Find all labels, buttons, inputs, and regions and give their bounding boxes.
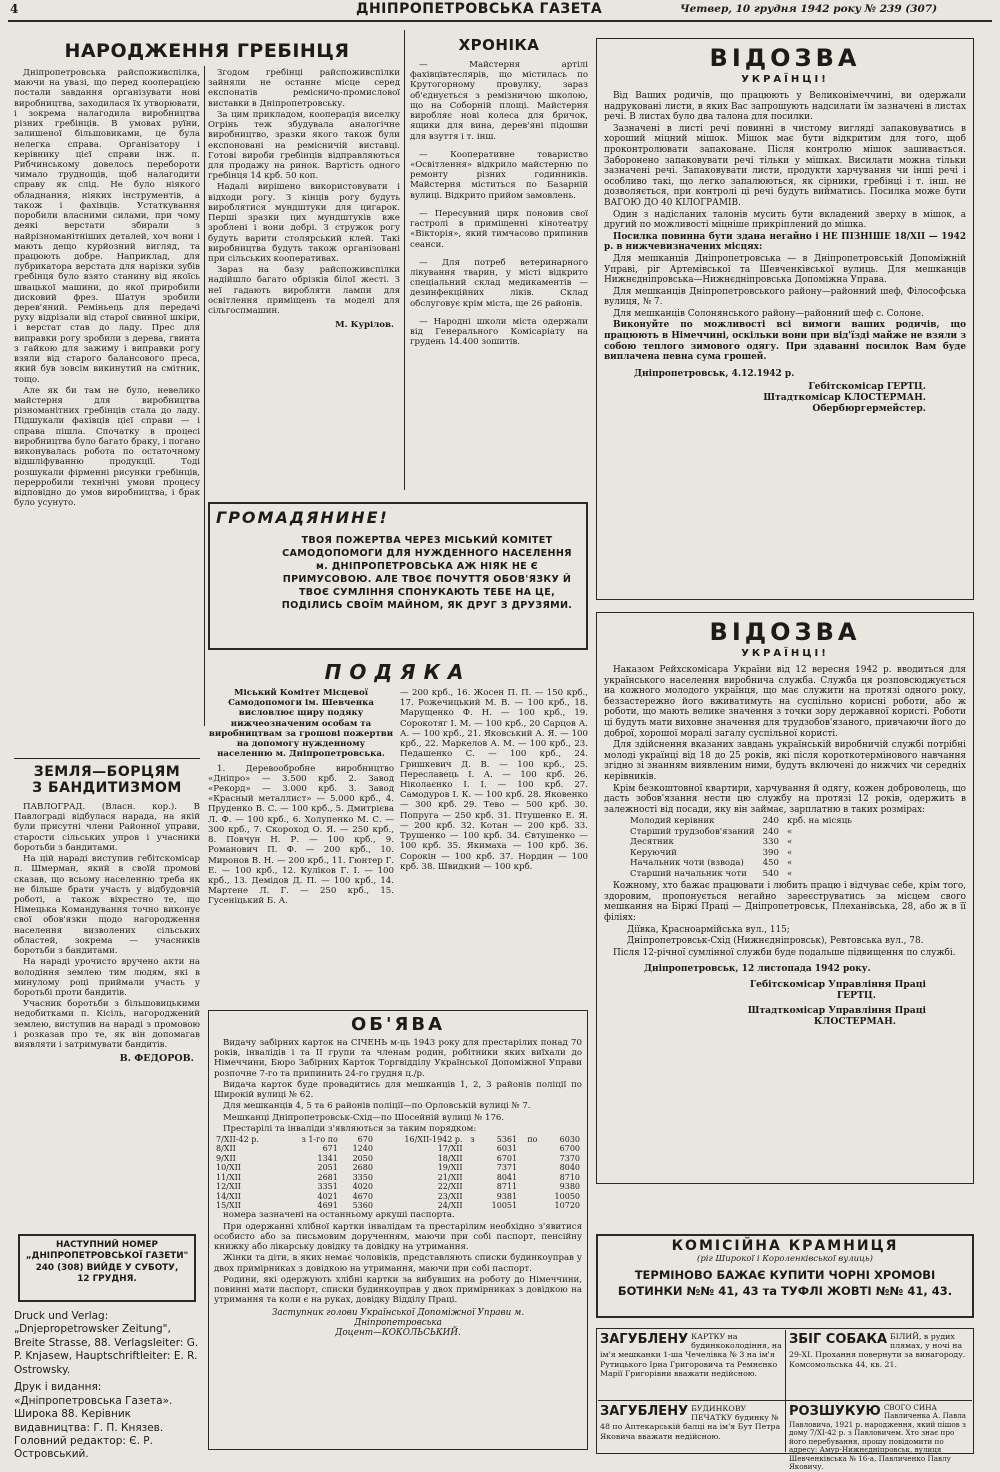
notice-signature: Заступник голови Української Допоміжної Управи м. Дніпропетровська (271, 1308, 525, 1329)
schedule-cell: 6031 (496, 1144, 518, 1154)
shop-ad (600, 1238, 970, 1316)
schedule-cell: 4691 (317, 1201, 338, 1211)
paragraph: Зараз на базу райспоживспілки надійшло багато обрізків білої жесті. З неї гадають виробляти лампи для освітлення приміщень та моделі для сільгоспмашин. (208, 265, 400, 317)
schedule-cell (465, 1192, 477, 1201)
paragraph: Виконуйте по можливості всі вимоги ваших родичів, що працюють в Німеччині, оскільки вони при від'їзді майже не взяли з собою теплого зимового одягу. При здаванні посилок Вам буде виплачена певна сума грошей. (604, 320, 966, 363)
schedule-cell: 10050 (554, 1191, 580, 1201)
paragraph: Згодом гребінці райспоживспілки зайняли не останнє місце серед експонатів ремісничо-промислової виставки в Дніпропетровську. (208, 68, 400, 109)
salary-cell: 240 (762, 826, 779, 837)
thanks-section (208, 660, 588, 1005)
ad-text: КАРТКУ на будинкоколодіння, на ім'я мешканки 1-ша Чечелівка № 3 на ім'я Рутицького Іриа Григоровича та Ремнєнко Марії Григорівни вважати недійсною. (600, 1332, 782, 1378)
paragraph: Дніпропетровська райспоживспілка, маючи на увазі, що перед кооперацією постали завдання організувати нові виробництва, заходилася їх утворювати, і зокрема налагодила виробництва різних гребінців. В умовах руїни, залишеної більшовиками, це була нелегка справа. Організатору і керівнику цієї справи інж. п. Рибчинському довелось перебороти чимало труднощів, щоб налагодити справу як слід. Не було ніякого обладнання, ніяких інструментів, а також і фахівців. Устаткування поробили власними силами, при чому деякі верстати збирали з найрізноманітніших деталей, хоч вони і мають дещо курйозний вигляд, та працюють добре. Наприклад, для лубрикатора верстата для нарізки зубів гребінця було взято станину від якоїсь швацької машини, до якої приробили дисковий фрез. Шатун зробили дерев'яний. Реміньець для передачі руху відрізали від старої свинної шкіри, і верстат став до ладу. Прес для виправки рогу зробили з дерева, гвинта з гайкою для зажиму і виправки рогу взяли від старого балансового преса, який був зовсім викинутий на смітник, тощо. (14, 68, 200, 385)
land-title: З БАНДИТИЗМОМ (32, 780, 182, 796)
schedule-cell (465, 1154, 477, 1163)
schedule-cell: 7/XII-42 р. (216, 1134, 259, 1144)
issue-date: Четвер, 10 грудня 1942 року № 239 (307) (680, 3, 938, 15)
shop-text: ТЕРМІНОВО БАЖАЄ КУПИТИ ЧОРНІ ХРОМОВІ (634, 1268, 936, 1282)
schedule-cell (519, 1192, 539, 1201)
article-birth-col2 (208, 68, 400, 498)
appeal-title: ВІДОЗВА (709, 618, 861, 646)
schedule-row (214, 1192, 582, 1201)
paragraph: номера зазначені на останньому аркуші паспорта. (223, 1210, 455, 1221)
schedule-row (214, 1182, 582, 1191)
salary-row (626, 816, 856, 826)
citizen-title: ГРОМАДЯНИНЕ! (216, 508, 389, 527)
schedule-cell: 16/XII-1942 р. (404, 1134, 463, 1144)
page-number: 4 (10, 2, 19, 16)
schedule-row (214, 1154, 582, 1163)
salary-cell: « (786, 868, 793, 879)
appeal-subtitle: УКРАЇНЦІ! (741, 648, 829, 659)
schedule-cell: 670 (357, 1134, 373, 1144)
salary-row (626, 848, 856, 858)
next-issue-line: „ДНІПРОПЕТРОВСЬКОЇ ГАЗЕТИ" (25, 1251, 189, 1262)
salary-cell: « (786, 837, 793, 848)
salary-row (626, 837, 856, 847)
paragraph: При одержанні хлібної картки інвалідам та престарілим необхідно з'явитися особисто або за письмовим дорученням, маючи при собі паспорт, пенсійну книжку або лікарську довідку та довідку на утримання. (214, 1221, 582, 1253)
masthead (0, 0, 1000, 20)
schedule-cell: з (470, 1134, 475, 1144)
land-title: ЗЕМЛЯ—БОРЦЯМ (33, 764, 181, 780)
ad-lost-card (600, 1332, 782, 1398)
section-rule (14, 758, 200, 759)
notice-section (214, 1014, 582, 1448)
schedule-cell: 8710 (559, 1172, 580, 1182)
schedule-cell (519, 1201, 539, 1210)
paragraph: Жінки та діти, в яких немає чоловіків, представляють списки будинкоуправ у двох примірниках з довідкою на утримання, маючи при собі паспорт. (214, 1253, 582, 1274)
next-issue-line: НАСТУПНИЙ НОМЕР (56, 1240, 158, 1250)
schedule-cell: 1341 (317, 1153, 338, 1163)
schedule-cell: 671 (322, 1144, 338, 1154)
paragraph: За цим прикладом, кооперація виселку Огрінь теж збудувала аналогічне виробництво, зразки якого також були експоновані на ремісничій виставці. Готові вироби гребінців відправляються для продажу на ринок. Вартість одного гребінця 14 крб. 50 коп. (208, 109, 400, 182)
imprint-ua: Друк і видання: «Дніпропетровська Газета». Широка 88. Керівник видавництва: Г. П. Князев. Головний редактор: Є. Р. Островський. (14, 1381, 173, 1461)
chronicle-item: — Майстерня артілі фахівцівтеслярів, що містилась по Крутогорному провулку, зараз об'єднується з ремізничою школою, що на Соборній площі. Майстерня виробляє нові колеса для бричок, ящики для вина, дерев'яні підошви для взуття і т. інш. (410, 60, 588, 142)
citizen-appeal (216, 508, 582, 648)
schedule-cell: 9/XII (216, 1153, 236, 1163)
schedule-cell: 3351 (317, 1182, 338, 1192)
schedule-cell: 10720 (554, 1201, 580, 1211)
author-signature: В. ФЕДОРОВ. (119, 1053, 194, 1065)
paragraph: На нараді урочисто вручено акти на володіння землею тим людям, які в минулому році приймали участь у боротьбі проти бандитів. (14, 957, 200, 998)
schedule-cell: по (527, 1134, 538, 1144)
shop-title: КОМІСІЙНА КРАМНИЦЯ (671, 1238, 899, 1254)
citizen-text: ТВОЯ ПОЖЕРТВА ЧЕРЕЗ МІСЬКИЙ КОМІТЕТ САМОДОПОМОГИ ДЛЯ НУЖДЕННОГО НАСЕЛЕННЯ м. ДНІПРОПЕТРОВСЬКА АЖ НІЯК НЕ Є ПРИМУСОВОЮ. АЛЕ ТВОЄ ПОЧУТТЯ ОБОВ'ЯЗКУ Й ТВОЄ СУМЛІННЯ СПОНУКАЮТЬ ТЕБЕ НА ЦЕ, ПОДІЛИСЬ СВОЇМ МАЙНОМ, ЯК ДРУГ З ДРУЗЯМИ. (281, 535, 573, 611)
schedule-row (214, 1201, 582, 1210)
appeal-subtitle: УКРАЇНЦІ! (741, 74, 829, 85)
thanks-title: ПОДЯКА (324, 660, 472, 684)
salary-cell: Начальник чоти (взвода) (630, 858, 744, 869)
schedule-cell: 22/XII (437, 1182, 463, 1192)
paragraph: Від Ваших родичів, що працюють у Великонімеччині, ви одержали надруковані листи, в яких Вас запрошують надсилати їм зазначені в листах речі. В листах було два талона для посилки. (604, 91, 966, 123)
ads-rule (598, 1400, 972, 1401)
signature: Штадткомісар КЛОСТЕРМАН. (763, 391, 926, 403)
schedule-cell: 3350 (352, 1172, 373, 1182)
paragraph: Після 12-річної сумлінної служби буде подальше підвищення по службі. (613, 947, 956, 958)
chronicle-item: — Для потреб ветеринарного лікування тварин, у місті відкрито спеціальний склад медикаментів — дезинфекційних ліків. Склад обслуговує крім міста, ще 26 районів. (410, 257, 588, 309)
paragraph: Крім безкоштовної квартири, харчування й одягу, кожен доброволець, що дасть зобов'язання нести цю службу на протязі 12 років, одержить в залежності від посади, яку він займає, зарплатню в таких розмірах: (604, 783, 966, 815)
salary-table (626, 816, 856, 879)
schedule-cell: 23/XII (437, 1191, 463, 1201)
schedule-cell: 2050 (352, 1153, 373, 1163)
schedule-cell: 8711 (496, 1182, 518, 1192)
branch-address: Дніпропетровськ-Схід (Нижнєдніпровськ), Ревтовська вул., 78. (627, 936, 924, 947)
schedule-cell: 9381 (496, 1191, 518, 1201)
paragraph: Наказом Рейхскомісара України від 12 вересня 1942 р. вводиться для українського населення виробнича служба. Служба ця розповсюджується на кожного молодого українця, що має служити на протязі одного року, беззастережно його вживатимуть на суспільно корисні роботи, або ж роботи, що мають велике значення з точки зору державної користі. Роботи ці будуть мати виховне значення для трудзобов'язаного, привчаючи його до доброї, хорошої моралі загалу суспільної користі. (604, 665, 966, 739)
paragraph: Зазначені в листі речі повинні в чистому вигляді запаковуватись в хороший міцний мішок. Мішок має бути відкритим для того, щоб проконтролювати запаковане. Після контролю мішок зашивається. Заборонено запаковувати речі тільки у мішках. Висилати можна тільки зазначені речі. Запаковувати листи, продукти харчування чи інші речі і особливо такі, що легко запалюються, як сірники, гребінці і т. інш. не дозволяється, при контролі ці речі будуть вийматись. Посилка може бути ВАГОЮ ДО 40 КІЛОГРАМІВ. (604, 123, 966, 208)
salary-cell: Керуючий (630, 847, 677, 858)
schedule-cell (519, 1182, 539, 1191)
salary-row (626, 869, 856, 879)
next-issue-line: 12 ГРУДНЯ. (77, 1274, 137, 1285)
chronicle-item: — Кооперативне товариство «Освітлення» відкрило майстерню по ремонту різних годинників. Майстерня міститься по Базарній вулиці. Відкрито прийом замовлень. (410, 149, 588, 201)
paragraph: Кожному, хто бажає працювати і любить працю і відчуває себе, крім того, здоровим, пропонується негайно зареєструватись за місцем свого мешкання на Біржі Праці — Дніпропетровськ, Плеханівська, 28, або ж в її філіях: (604, 881, 966, 923)
schedule-cell: 6701 (496, 1153, 518, 1163)
author-signature: М. Курілов. (335, 320, 394, 331)
paragraph: Для мешканців Солонянського району—районний шеф с. Солоне. (613, 308, 924, 319)
salary-cell: « (786, 826, 793, 837)
schedule-cell: 1240 (352, 1144, 373, 1154)
thanks-list: 1. Деревообробне виробництво «Дніпро» — 3.500 крб. 2. Завод «Рекорд» — 3.000 крб. 3. Завод «Красный металлист» — 5.000 крб., 4. Пруденко В. С. — 100 крб., 5. Дмитрієва Л. Ф. — 100 крб., 6. Холупенко М. С. — 300 крб., 7. Скороход О. Я. — 250 крб., 8. Повчун Н. Р. — 100 крб., 9. Романович П. Ф. — 200 крб., 10. Миронов В. Н. — 200 крб., 11. Гюнтер Г. Е. — 100 крб., 12. Куліков Г. І. — 100 крб., 13. Демідов Д. П. — 100 крб., 14. Мартене Л. Г. — 250 крб., 15. Гусеніцький Б. А. (208, 763, 394, 907)
newspaper-title: ДНІПРОПЕТРОВСЬКА ГАЗЕТА (356, 1, 603, 17)
schedule-cell: 6030 (559, 1134, 580, 1144)
paragraph: Посилка повинна бути здана негайно і НЕ ПІЗНІШЕ 18/XII — 1942 р. в нижчевизначених місцях: (604, 231, 966, 253)
schedule-cell: 8/XII (216, 1144, 236, 1154)
schedule-cell: 17/XII (437, 1144, 463, 1154)
land-section (14, 764, 200, 1232)
schedule-cell: 24/XII (437, 1201, 463, 1211)
schedule-cell: 14/XII (216, 1191, 241, 1201)
schedule-cell: 11/XII (216, 1172, 241, 1182)
salary-row (626, 827, 856, 837)
schedule-cell: 2681 (317, 1172, 338, 1182)
ad-search-son (789, 1403, 971, 1472)
schedule-cell: 12/XII (216, 1182, 241, 1192)
article-birth-title (12, 40, 402, 64)
schedule-cell (465, 1201, 477, 1210)
paragraph: Для мешканців 4, 5 та 6 районів поліції—по Орловській вулиці № 7. (223, 1101, 531, 1112)
imprint-de: Druck und Verlag: „Dnjepropetrowsker Zeitung", Breite Strasse, 88. Verlagsleiter: G. P. Knjasew, Hauptschriftleiter: E. R. Ostrowsky. (14, 1310, 199, 1376)
appeal-title: ВІДОЗВА (709, 44, 861, 72)
schedule-row (214, 1144, 582, 1153)
salary-cell: Старший начальник чоти (630, 868, 747, 879)
paragraph: Учасник боротьби з більшовицькими недобитками п. Кісіль, нагороджений землею, виступив на нараді з промовою і розказав про те, як він допомагав виявляти і затримувати бандитів. (14, 999, 200, 1051)
schedule-cell (519, 1173, 539, 1182)
paragraph: Для мешканців Дніпропетровська — в Дніпропетровській Допоміжній Управі, ріг Артемівської та Шевченківської вулиць. Для мешканців Нижнєдніпровська—Нижнєдніпровська Допоміжна Управа. (604, 253, 966, 286)
ad-headline: ЗАГУБЛЕНУ (600, 1332, 689, 1347)
schedule-cell (465, 1144, 477, 1153)
ad-headline: РОЗШУКУЮ (789, 1404, 881, 1419)
appeal-1 (604, 44, 966, 596)
paragraph: Видачу забірних карток на СІЧЕНЬ м-ць 1943 року для престарілих понад 70 років, інвалідів і та II групи та членам родин, робітники яких виїхали до Німеччини, Бюро Забірних Карток Торгвідділу Української Допоміжної Управи розпочне 7-го та припинить 24-го грудня ц./р. (214, 1038, 582, 1079)
schedule-cell: 10/XII (216, 1163, 241, 1173)
salary-cell: 450 (762, 858, 779, 869)
schedule-cell: 15/XII (216, 1201, 241, 1211)
paragraph: Престарілі та інваліди з'являються за таким порядком: (223, 1123, 477, 1134)
shop-text: БОТИНКИ №№ 41, 43 та ТУФЛІ ЖОВТІ №№ 41, 43. (617, 1283, 953, 1298)
paragraph: Але як би там не було, невелико майстерня для виробництва різноманітних гребінців стала до ладу. Підшукали фахівців цієї справи — і справа пішла. Спочатку в процесі виробництва було багато браку, і погано виконувалась робота по остаточному відшліфуванню продукції. Тоді розшукали фірменні рисунки гребінців, перерробили технічні умови процесу відповідно до умов виробництва, і брак було усунуто. (14, 385, 200, 509)
ad-lost-seal (600, 1404, 782, 1452)
signature: Гебітскомісар ГЕРТЦ. (808, 380, 926, 392)
ad-text: БУДИНКОВУ ПЕЧАТКУ будинку № 48 по Аптекарській балці на ім'я Бут Петра Яковича вважати недійсною. (600, 1404, 781, 1441)
schedule-cell: 10051 (491, 1201, 518, 1211)
signature: КЛОСТЕРМАН. (813, 1016, 896, 1028)
signature: Обербюргермейстер. (812, 402, 926, 414)
column-rule (204, 66, 205, 726)
schedule-cell: 5360 (352, 1201, 373, 1211)
signature: Штадткомісар Управління Праці (747, 1005, 926, 1017)
schedule-cell: 4020 (352, 1182, 373, 1192)
paragraph: Видача карток буде провадитись для мешканців 1, 2, 3 районів поліції по Широкій вулиці № 62. (214, 1079, 582, 1101)
ad-text: БІЛИЙ, в рудих плямах, у ночі на 29-XI. Прохання повернути за винагороду. Комсомольська 44, кв. 21. (789, 1332, 966, 1369)
schedule-cell: 2051 (317, 1163, 338, 1173)
schedule-table (214, 1135, 582, 1211)
column-rule (404, 30, 405, 490)
imprint (14, 1310, 200, 1461)
schedule-cell: 9380 (559, 1182, 580, 1192)
paragraph: ПАВЛОГРАД. (Власн. кор.). В Павлограді відбулася нарада, на якій були присутні члени Районної управи, старости сільських упров і учасники боротьби з бандитами. (14, 802, 200, 853)
salary-cell: 390 (762, 847, 779, 858)
schedule-cell: 7370 (559, 1153, 580, 1163)
chronicle-title: ХРОНІКА (458, 36, 540, 54)
appeal-date: Дніпропетровськ, 4.12.1942 р. (634, 368, 795, 379)
notice-title: ОБ'ЯВА (350, 1014, 446, 1035)
chronicle-item: — Народні школи міста одержали від Генерального Комісаріату на грудень 14.400 зошитів. (410, 316, 588, 348)
paragraph: Для здійснення вказаних завдань українській виробничій службі потрібні молоді українці від 18 до 25 років, які після короткотермінового навчання згідно зі знанням виявленим ними, будуть включені до нижчих чи середніх керівників. (604, 740, 966, 782)
paragraph: На цій нараді виступив гебітскомісар п. Шмерман, який в своїй промові сказав, що всьому населенню треба як не більше брати участь у відбудовчій роботі, а також віхрестно те, що Німецька Командування точно виконує свої обов'язки щодо нагородження населення визволених сільських областей, зокрема — учасників боротьби з бандитами. (14, 854, 200, 957)
article-title: НАРОДЖЕННЯ ГРЕБІНЦЯ (64, 40, 350, 62)
schedule-cell (519, 1154, 539, 1163)
salary-row (626, 858, 856, 868)
chronicle-section (410, 36, 588, 496)
ad-text: СВОГО СИНА Павличенка А. Павла Павловича, 1921 р. народження, який пішов з дому 7/XI-42 р. з Павловичем. Хто знає про його перебування, прошу повідомити по адресу: Амур-Нижнєдніпровськ, вулиця Шевченківська № 16-а, Павличенко Павлу Яковичу. (789, 1403, 967, 1472)
schedule-cell: 21/XII (437, 1172, 463, 1182)
schedule-cell: 8041 (496, 1172, 518, 1182)
signature: ГЕРТЦ. (836, 990, 876, 1002)
ad-headline: ЗБІГ СОБАКА (789, 1332, 888, 1347)
schedule-cell: 8040 (559, 1163, 580, 1173)
schedule-cell: 19/XII (437, 1163, 463, 1173)
paragraph: Родини, які одержують хлібні картки за вибувших на роботу до Німеччини, повинні мати паспорт, списки будинкоуправ у двох примірниках з довідкою на утримання та коли є на руках, довідку Відділу Праці. (214, 1274, 582, 1306)
notice-signature: Доцент—КОКОЛЬСЬКИЙ. (335, 1328, 461, 1339)
paragraph: Мешканці Дніпропетровськ-Схід—по Шосейній вулиці № 176. (223, 1112, 505, 1123)
schedule-cell (519, 1163, 539, 1172)
paragraph: Для мешканців Дніпропетровського району—районний шеф, Філософська вулиця, № 7. (604, 286, 966, 308)
schedule-cell (465, 1173, 477, 1182)
thanks-intro: Міський Комітет Місцевої Самодопомоги ім. Шевченка висловлює щиру подяку нижчеозначеним особам та виробництвам за грошові пожертви на допомогу нужденному населенню м. Дніпропетровська. (208, 688, 394, 760)
paragraph: Надалі вирішено використовувати і відходи рогу. З кінців рогу будуть вироблятися мундштуки для цигарок. Перші зразки цих мундштуків вже зроблені і вони добрі. З стружок рогу будуть варити столярський клей. Такі виробництва будуть також організовані при сільських кооперативах. (208, 182, 400, 264)
schedule-cell: 18/XII (437, 1153, 463, 1163)
ads-rule (785, 1330, 786, 1452)
shop-address: (ріг Широкої і Короленківської вулиць) (697, 1254, 873, 1264)
schedule-cell (465, 1182, 477, 1191)
paragraph: Один з надісланих талонів мусить бути вкладений зверху в мішок, а другий по можливості міцніше прикріплений до мішка. (604, 209, 966, 231)
schedule-cell (465, 1163, 477, 1172)
appeal-2 (604, 618, 966, 1182)
salary-cell: 330 (762, 837, 779, 848)
salary-cell: 240 (762, 816, 779, 827)
thanks-list: — 200 крб., 16. Жосен П. П. — 150 крб., 17. Рожечицький М. В. — 100 крб., 18. Марущенко Ф. Н. — 100 крб., 19. Сорокотяг І. М. — 100 крб., 20 Сарцов А. А. — 100 крб., 21. Яковський А. Я. — 100 крб., 22. Маркелов А. М. — 100 крб., 23. Педашенко С. — 100 крб., 24. Гришкевич Д. В. — 100 крб., 25. Переславець І. А. — 100 крб. 26. Ніколаєнко І. І. — 100 крб. 27. Самодуров І. К. — 100 крб. 28. Яковенко — 300 крб. 29. Тево — 500 крб. 30. Попруга — 250 крб. 31. Птушенко Е. Я. — 200 крб. 32. Котан — 200 крб. 33. Трушенко — 100 крб. 34. Євтушенко — 100 крб. 35. Якимаха — 100 крб. 36. Сорокін — 100 крб. 37. Нордин — 100 крб. 38. Швидкий — 100 крб. (400, 688, 588, 872)
schedule-cell: 5361 (496, 1134, 518, 1144)
masthead-rule (8, 20, 992, 22)
signature: Гебітскомісар Управління Праці (749, 979, 926, 991)
ad-headline: ЗАГУБЛЕНУ (600, 1404, 689, 1419)
schedule-cell: 4021 (317, 1191, 338, 1201)
schedule-cell: 4670 (352, 1191, 373, 1201)
salary-cell: Старший трудзобов'язаний (630, 826, 755, 837)
salary-cell: 540 (762, 868, 779, 879)
next-issue-line: 240 (308) ВИЙДЕ У СУБОТУ, (35, 1262, 179, 1273)
salary-cell: « (786, 858, 793, 869)
branch-address: Діївка, Красноармійська вул., 115; (627, 924, 790, 935)
schedule-row (214, 1163, 582, 1172)
next-issue (22, 1240, 192, 1300)
schedule-row (214, 1173, 582, 1182)
schedule-row (214, 1135, 582, 1144)
schedule-cell: 7371 (496, 1163, 518, 1173)
schedule-cell: 2680 (352, 1163, 373, 1173)
salary-cell: « (786, 847, 793, 858)
appeal-date: Дніпропетровськ, 12 листопада 1942 року. (644, 964, 871, 975)
salary-cell: Молодий керівник (630, 816, 715, 827)
chronicle-item: — Пересувний цирк поновив свої гастролі в приміщенні кінотеатру «Вікторія», який тимчасово припинив сеанси. (410, 208, 588, 250)
schedule-cell: з 1-го по (301, 1134, 338, 1144)
ad-dog (789, 1332, 971, 1398)
article-birth-col1 (14, 68, 200, 728)
schedule-cell (519, 1144, 539, 1153)
salary-cell: крб. на місяць (786, 816, 852, 827)
schedule-cell: 6700 (559, 1144, 580, 1154)
salary-cell: Десятник (630, 837, 674, 848)
